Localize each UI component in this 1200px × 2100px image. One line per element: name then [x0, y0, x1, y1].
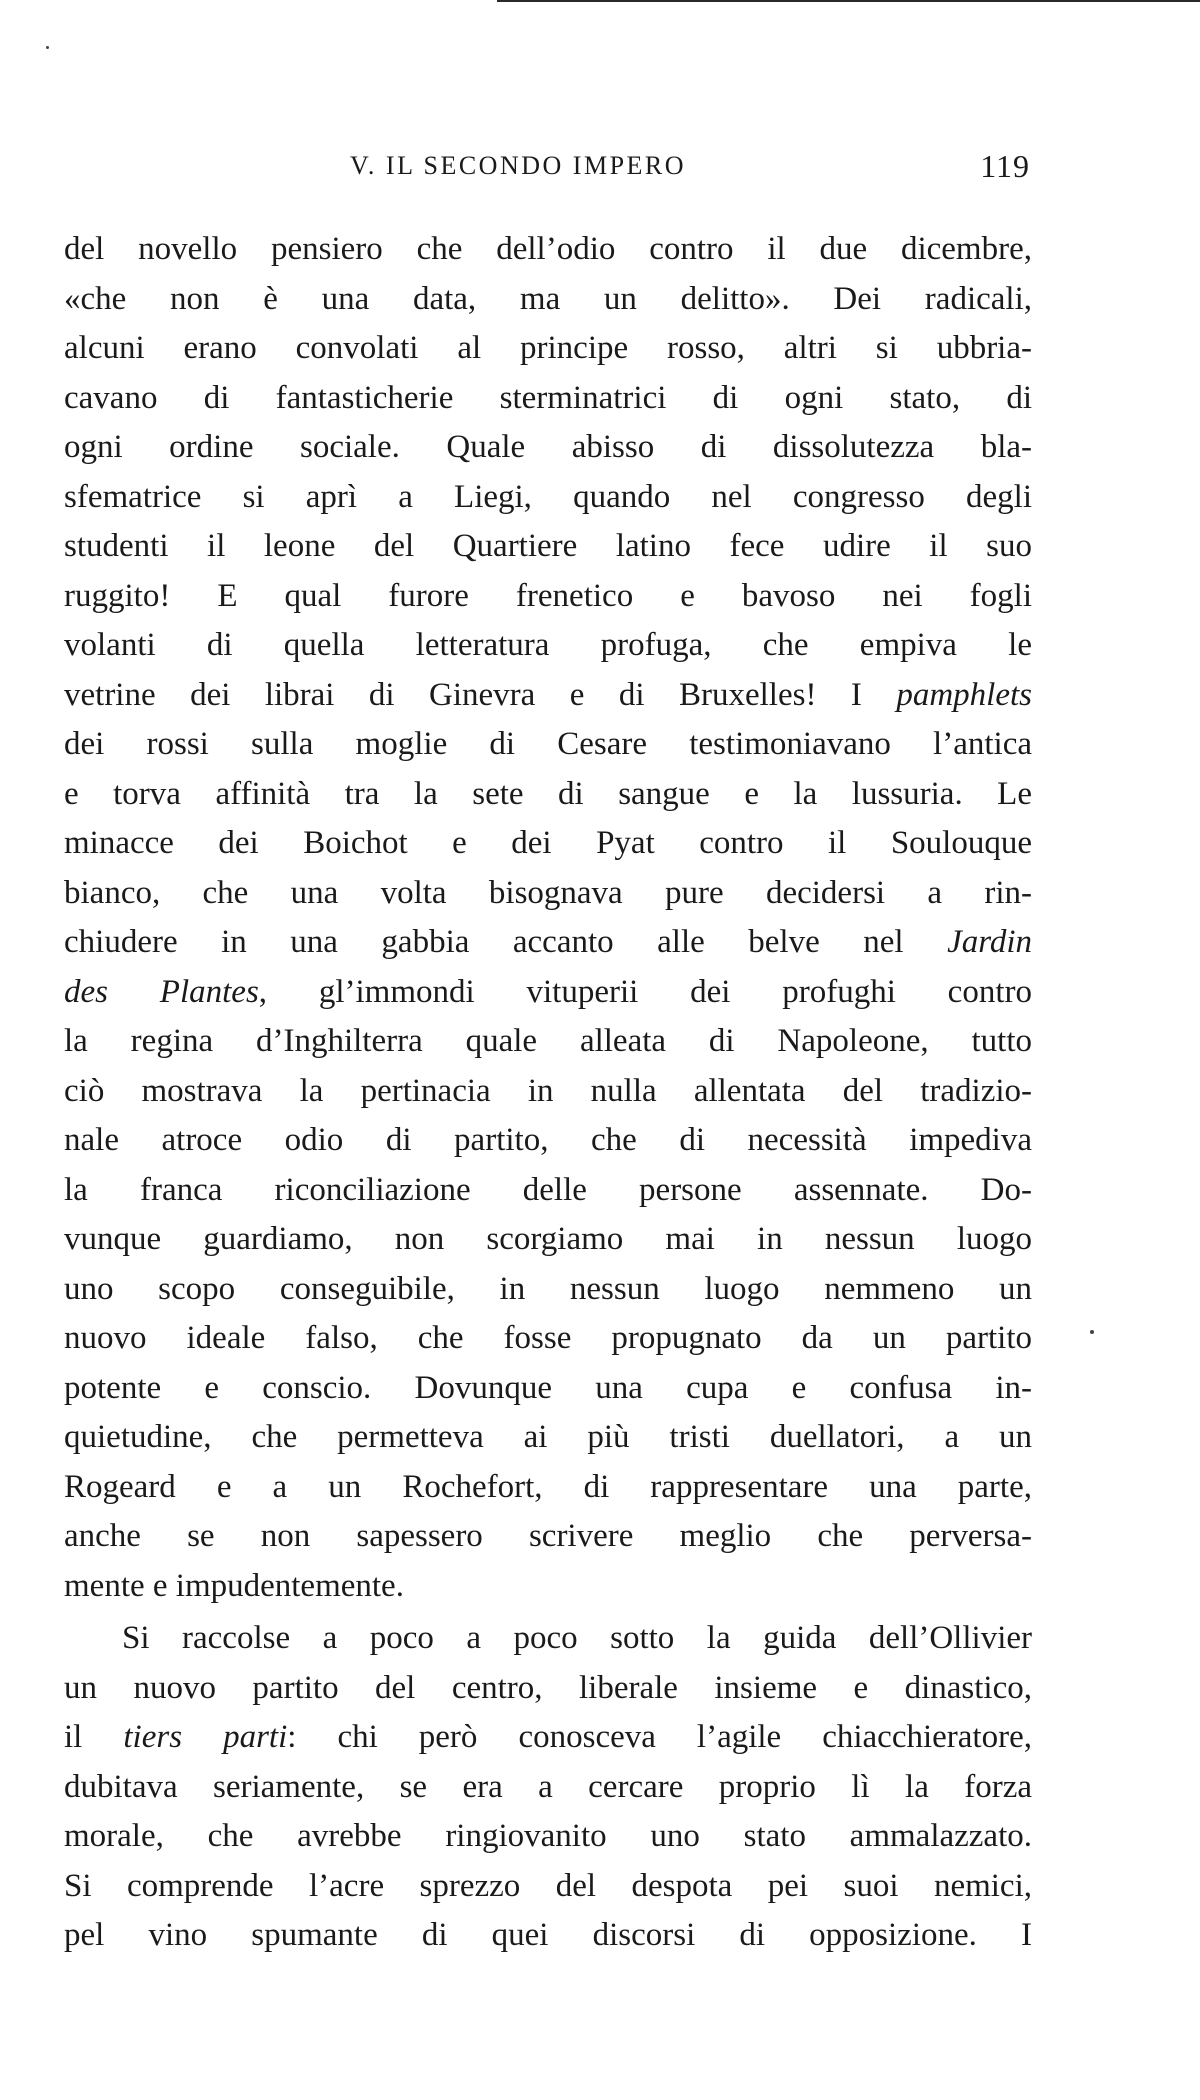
paragraph-1 — [64, 225, 1032, 1611]
text-line: Si comprende l’acre sprezzo del despota pei suoi nemici, — [64, 1867, 1032, 1904]
text-run: , gl’immondi vituperii dei profughi contro — [258, 973, 1032, 1010]
text-line — [64, 1713, 1032, 1763]
paper-speck — [1090, 1330, 1094, 1334]
text-line: uno scopo conseguibile, in nessun luogo nemmeno un — [64, 1270, 1032, 1307]
text-line: alcuni erano convolati al principe rosso, altri si ubbria- — [64, 330, 1032, 366]
body-text — [64, 225, 1032, 1961]
italic-term-jardin: Jardin — [947, 924, 1032, 960]
text-line: ruggito! E qual furore frenetico e bavoso nei fogli — [64, 577, 1032, 614]
text-line: minacce dei Boichot e dei Pyat contro il Soulouque — [64, 825, 1032, 861]
text-line-last: mente e impudentemente. — [64, 1567, 404, 1604]
text-line: Rogeard e a un Rochefort, di rappresentare una parte, — [64, 1468, 1032, 1505]
text-line: ogni ordine sociale. Quale abisso di dissolutezza bla- — [64, 429, 1032, 465]
text-line: morale, che avrebbe ringiovanito uno stato ammalazzato. — [64, 1818, 1032, 1854]
italic-term-des-plantes: des Plantes — [64, 973, 259, 1010]
text-line: vunque guardiamo, non scorgiamo mai in nessun luogo — [64, 1221, 1032, 1257]
italic-term-tiers-parti: tiers parti — [123, 1719, 288, 1755]
text-line: quietudine, che permetteva ai più tristi duellatori, a un — [64, 1419, 1032, 1455]
text-line: dei rossi sulla moglie di Cesare testimoniavano l’antica — [64, 726, 1032, 762]
paper-speck — [46, 46, 49, 49]
text-run: : chi però conosceva l’agile chiacchieratore, — [287, 1719, 1032, 1755]
page-header — [0, 150, 1200, 190]
italic-term-pamphlets: pamphlets — [896, 676, 1032, 713]
text-line: un nuovo partito del centro, liberale insieme e dinastico, — [64, 1669, 1032, 1706]
text-line: volanti di quella letteratura profuga, che empiva le — [64, 627, 1032, 663]
paragraph-2 — [64, 1614, 1032, 1961]
text-line: nale atroce odio di partito, che di necessità impediva — [64, 1122, 1032, 1158]
text-line: la regina d’Inghilterra quale alleata di Napoleone, tutto — [64, 1023, 1032, 1059]
top-page-rule — [497, 0, 1200, 2]
text-line: del novello pensiero che dell’odio contro il due dicembre, — [64, 231, 1032, 267]
text-run: chiudere in una gabbia accanto alle belve nel — [64, 924, 948, 960]
text-run: il — [64, 1719, 124, 1755]
text-run: vetrine dei librai di Ginevra e di Bruxelles! I — [64, 676, 897, 713]
text-line: dubitava seriamente, se era a cercare proprio lì la forza — [64, 1768, 1032, 1805]
text-line: studenti il leone del Quartiere latino fece udire il suo — [64, 528, 1032, 564]
text-line: «che non è una data, ma un delitto». Dei radicali, — [64, 280, 1032, 317]
text-line: cavano di fantasticherie sterminatrici di ogni stato, di — [64, 379, 1032, 416]
text-line: anche se non sapessero scrivere meglio che perversa- — [64, 1518, 1032, 1554]
text-line: potente e conscio. Dovunque una cupa e confusa in- — [64, 1369, 1032, 1406]
text-line — [64, 918, 1032, 968]
text-line-first: Si raccolse a poco a poco sotto la guida dell’Ollivier — [122, 1620, 1032, 1656]
text-line: bianco, che una volta bisognava pure decidersi a rin- — [64, 874, 1032, 911]
text-line: pel vino spumante di quei discorsi di opposizione. I — [64, 1917, 1032, 1953]
text-line: sfematrice si aprì a Liegi, quando nel congresso degli — [64, 478, 1032, 515]
text-line: la franca riconciliazione delle persone assennate. Do- — [64, 1171, 1032, 1208]
text-line — [64, 968, 1032, 1018]
text-line: nuovo ideale falso, che fosse propugnato da un partito — [64, 1320, 1032, 1356]
text-line: e torva affinità tra la sete di sangue e la lussuria. Le — [64, 775, 1032, 812]
text-line: ciò mostrava la pertinacia in nulla allentata del tradizio- — [64, 1072, 1032, 1109]
running-title: V. IL SECONDO IMPERO — [350, 151, 687, 180]
page-number: 119 — [980, 148, 1030, 184]
text-line — [64, 671, 1032, 721]
